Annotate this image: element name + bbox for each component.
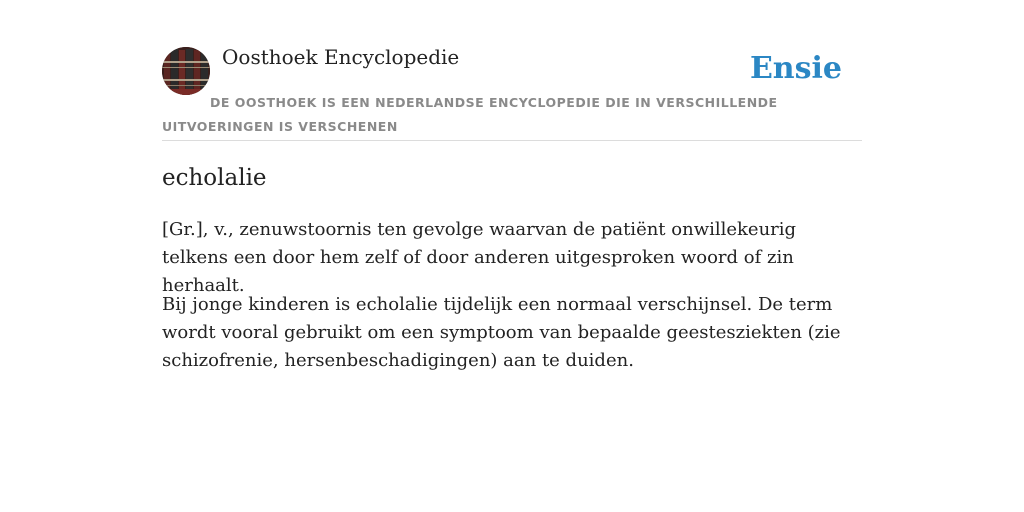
content-container — [162, 0, 862, 371]
article-paragraph: Bij jonge kinderen is echolalie tijdelijk een normaal verschijnsel. De term wordt vooral gebruikt om een symptoom van bepaalde geestesziekten (zie schizofrenie, hersenbeschadigingen) aan te duiden. — [162, 294, 841, 371]
site-subtitle: DE OOSTHOEK IS EEN NEDERLANDSE ENCYCLOPEDIE DIE IN VERSCHILLENDE UITVOERINGEN IS VERSCHENEN — [162, 95, 778, 134]
site-header — [162, 0, 862, 141]
books-icon[interactable] — [162, 47, 210, 95]
article-title: echolalie — [162, 165, 267, 191]
books-image — [162, 47, 210, 95]
article-paragraph: [Gr.], v., zenuwstoornis ten gevolge waarvan de patiënt onwillekeurig telkens een door hem zelf of door anderen uitgesproken woord of zin herhaalt. — [162, 219, 797, 296]
site-name[interactable]: Oosthoek Encyclopedie — [222, 45, 460, 69]
brand-logo-link[interactable]: Ensie — [749, 51, 842, 86]
